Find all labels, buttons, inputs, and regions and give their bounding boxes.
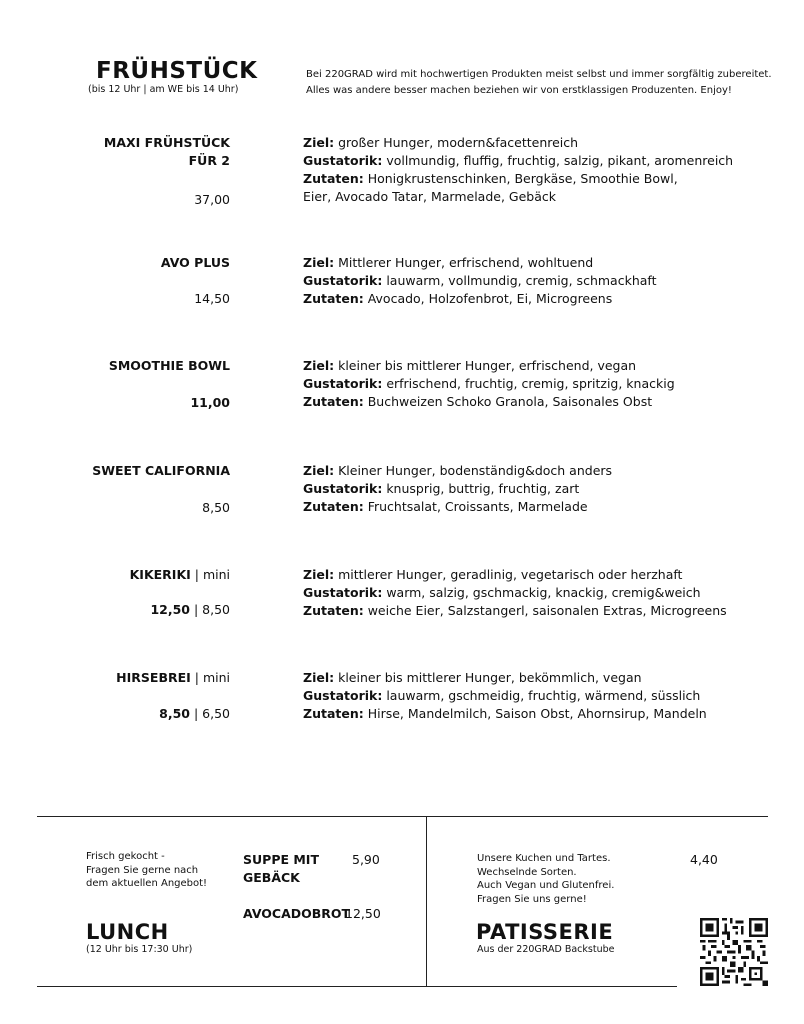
item-price-kikeriki bbox=[0, 602, 230, 617]
label-ziel: Ziel: bbox=[303, 567, 335, 582]
footer-bottom-divider bbox=[37, 986, 677, 987]
intro-line-2: Alles was andere besser machen beziehen wir von erstklassigen Produzenten. Enjoy! bbox=[306, 85, 732, 96]
gustatorik-text: lauwarm, vollmundig, cremig, schmackhaft bbox=[382, 273, 657, 288]
item-desc-avo-plus bbox=[303, 254, 783, 308]
item-name-hirsebrei bbox=[0, 669, 230, 687]
ziel-text: Mittlerer Hunger, erfrischend, wohltuend bbox=[334, 255, 594, 270]
label-gustatorik: Gustatorik: bbox=[303, 376, 383, 391]
footer-top-divider bbox=[37, 816, 768, 817]
lunch-note-line-3: dem aktuellen Angebot! bbox=[86, 878, 208, 889]
gustatorik-text: warm, salzig, gschmackig, knackig, cremig&weich bbox=[382, 585, 701, 600]
item-name-maxi bbox=[0, 134, 230, 170]
label-zutaten: Zutaten: bbox=[303, 603, 364, 618]
label-gustatorik: Gustatorik: bbox=[303, 153, 383, 168]
item-desc-hirsebrei bbox=[303, 669, 783, 723]
price-main: 12,50 bbox=[150, 602, 190, 617]
lunch-title: LUNCH bbox=[86, 920, 169, 944]
price-main: 8,50 bbox=[159, 706, 190, 721]
item-name-suffix: | mini bbox=[190, 670, 230, 685]
page-subtitle: (bis 12 Uhr | am WE bis 14 Uhr) bbox=[88, 84, 239, 95]
ziel-text: kleiner bis mittlerer Hunger, erfrischend, vegan bbox=[334, 358, 637, 373]
label-zutaten: Zutaten: bbox=[303, 171, 364, 186]
qr-code-icon bbox=[700, 918, 768, 986]
label-gustatorik: Gustatorik: bbox=[303, 273, 383, 288]
footer-vertical-divider bbox=[426, 816, 427, 986]
label-gustatorik: Gustatorik: bbox=[303, 585, 383, 600]
patisserie-title: PATISSERIE bbox=[476, 920, 614, 944]
item-name-line-2: FÜR 2 bbox=[188, 153, 230, 168]
zutaten-text: Avocado, Holzofenbrot, Ei, Microgreens bbox=[363, 291, 613, 306]
ziel-text: mittlerer Hunger, geradlinig, vegetarisch oder herzhaft bbox=[334, 567, 683, 582]
gustatorik-text: vollmundig, fluffig, fruchtig, salzig, pikant, aromenreich bbox=[382, 153, 734, 168]
ziel-text: kleiner bis mittlerer Hunger, bekömmlich, vegan bbox=[334, 670, 642, 685]
label-zutaten: Zutaten: bbox=[303, 706, 364, 721]
item-name-kikeriki bbox=[0, 566, 230, 584]
label-ziel: Ziel: bbox=[303, 255, 335, 270]
patisserie-note-line-1: Unsere Kuchen und Tartes. bbox=[477, 853, 611, 864]
item-price-hirsebrei bbox=[0, 706, 230, 721]
lunch-price-avocadobrot: 12,50 bbox=[345, 906, 381, 921]
lunch-item-suppe bbox=[243, 851, 319, 887]
zutaten-text: Buchweizen Schoko Granola, Saisonales Obst bbox=[363, 394, 653, 409]
patisserie-subtitle: Aus der 220GRAD Backstube bbox=[477, 944, 615, 955]
label-gustatorik: Gustatorik: bbox=[303, 481, 383, 496]
item-name-smoothie-bowl: SMOOTHIE BOWL bbox=[108, 358, 230, 373]
item-desc-kikeriki bbox=[303, 566, 783, 620]
patisserie-price: 4,40 bbox=[690, 852, 718, 867]
item-name-avo-plus: AVO PLUS bbox=[160, 255, 230, 270]
intro-line-1: Bei 220GRAD wird mit hochwertigen Produkten meist selbst und immer sorgfältig zubereitet. bbox=[306, 69, 772, 80]
item-name-sweet-california: SWEET CALIFORNIA bbox=[92, 463, 230, 478]
page-title: FRÜHSTÜCK bbox=[96, 58, 258, 84]
intro-text bbox=[306, 67, 772, 99]
gustatorik-text: erfrischend, fruchtig, cremig, spritzig, knackig bbox=[382, 376, 675, 391]
item-desc-sweet-california bbox=[303, 462, 783, 516]
lunch-note-line-1: Frisch gekocht - bbox=[86, 851, 165, 862]
label-zutaten: Zutaten: bbox=[303, 291, 364, 306]
item-price-smoothie-bowl bbox=[0, 395, 230, 410]
gustatorik-text: knusprig, buttrig, fruchtig, zart bbox=[382, 481, 580, 496]
lunch-item-avocadobrot: AVOCADOBROT bbox=[243, 906, 351, 921]
label-ziel: Ziel: bbox=[303, 358, 335, 373]
patisserie-note bbox=[477, 852, 614, 906]
item-name-text: KIKERIKI bbox=[129, 567, 191, 582]
zutaten-text-cont: Eier, Avocado Tatar, Marmelade, Gebäck bbox=[303, 189, 556, 204]
item-price-avo-plus: 14,50 bbox=[194, 291, 230, 306]
item-name-text: HIRSEBREI bbox=[116, 670, 191, 685]
item-price-maxi: 37,00 bbox=[194, 192, 230, 207]
label-zutaten: Zutaten: bbox=[303, 499, 364, 514]
suppe-line-2: GEBÄCK bbox=[243, 870, 300, 885]
zutaten-text: weiche Eier, Salzstangerl, saisonalen Extras, Microgreens bbox=[363, 603, 727, 618]
item-name-suffix: | mini bbox=[190, 567, 230, 582]
price-value: 11,00 bbox=[190, 395, 230, 410]
label-ziel: Ziel: bbox=[303, 463, 335, 478]
gustatorik-text: lauwarm, gschmeidig, fruchtig, wärmend, süsslich bbox=[382, 688, 701, 703]
patisserie-note-line-3: Auch Vegan und Glutenfrei. bbox=[477, 880, 615, 891]
price-suffix: | 6,50 bbox=[190, 706, 230, 721]
label-zutaten: Zutaten: bbox=[303, 394, 364, 409]
zutaten-text: Honigkrustenschinken, Bergkäse, Smoothie Bowl, bbox=[363, 171, 678, 186]
price-suffix: | 8,50 bbox=[190, 602, 230, 617]
label-ziel: Ziel: bbox=[303, 670, 335, 685]
patisserie-note-line-4: Fragen Sie uns gerne! bbox=[477, 893, 587, 905]
item-desc-maxi bbox=[303, 134, 783, 206]
patisserie-note-line-2: Wechselnde Sorten. bbox=[477, 866, 577, 878]
lunch-note bbox=[86, 850, 207, 891]
item-desc-smoothie-bowl bbox=[303, 357, 783, 411]
ziel-text: Kleiner Hunger, bodenständig&doch anders bbox=[334, 463, 613, 478]
label-ziel: Ziel: bbox=[303, 135, 335, 150]
lunch-note-line-2: Fragen Sie gerne nach bbox=[86, 864, 199, 876]
item-name-line-1: MAXI FRÜHSTÜCK bbox=[103, 135, 230, 150]
ziel-text: großer Hunger, modern&facettenreich bbox=[334, 135, 579, 150]
zutaten-text: Fruchtsalat, Croissants, Marmelade bbox=[363, 499, 588, 514]
lunch-price-suppe: 5,90 bbox=[352, 852, 380, 867]
item-price-sweet-california: 8,50 bbox=[202, 500, 230, 515]
label-gustatorik: Gustatorik: bbox=[303, 688, 383, 703]
suppe-line-1: SUPPE MIT bbox=[243, 852, 319, 867]
zutaten-text: Hirse, Mandelmilch, Saison Obst, Ahornsirup, Mandeln bbox=[363, 706, 707, 721]
lunch-subtitle: (12 Uhr bis 17:30 Uhr) bbox=[86, 944, 193, 955]
